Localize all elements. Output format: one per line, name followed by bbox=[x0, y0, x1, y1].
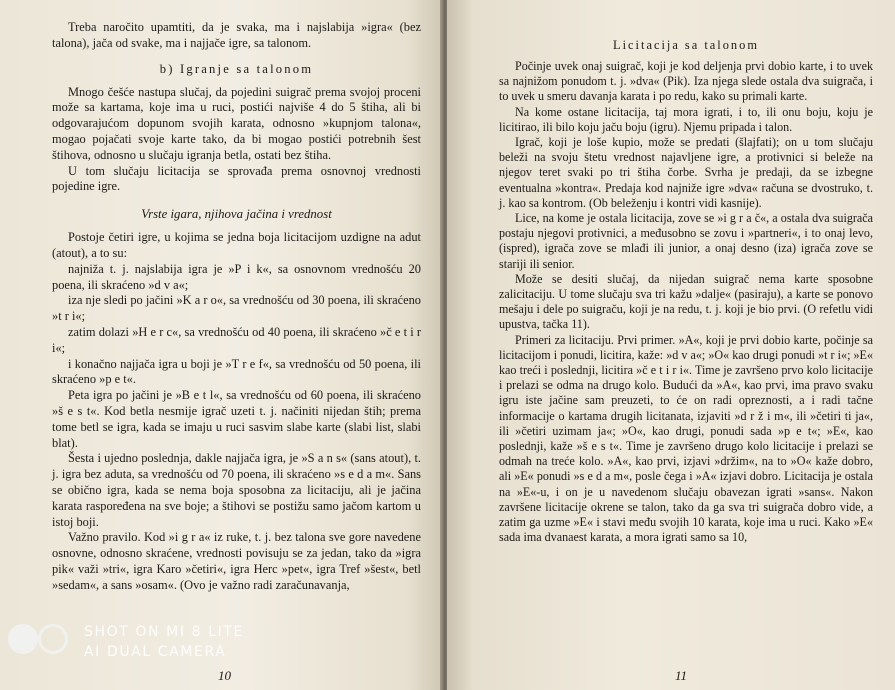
left-paragraph: Postoje četiri igre, u kojima se jedna boja licitacijom uzdigne na adut (atout), a to su: bbox=[52, 230, 421, 260]
left-page bbox=[0, 0, 443, 690]
right-paragraph: Lice, na kome je ostala licitacija, zove se »i g r a č«, a ostala dva suigrača postaju njegovi protivnici, a međusobno se zovu i »partneri«, i to onaj levo, (ispred), igrača zove se mlađi ili junior, a onaj desno (iza) igrača zove se stariji ili senior. bbox=[499, 211, 873, 271]
watermark-line-2: AI DUAL CAMERA bbox=[84, 644, 227, 660]
left-heading-vrste: Vrste igara, njihova jačina i vrednost bbox=[141, 207, 332, 222]
left-paragraph: najniža t. j. najslabija igra je »P i k«, sa osnovnom vrednošću 20 poena, ili skraćeno »d v a«; bbox=[52, 261, 421, 292]
left-paragraph: zatim dolazi »H e r c«, sa vrednošću od 40 poena, ili skraćeno »č e t i r i«; bbox=[52, 324, 421, 355]
left-paragraph: Treba naročito upamtiti, da je svaka, ma i najslabija »igra« (bez talona), jača od svake, ma i najjače igre, sa talonom. bbox=[52, 20, 421, 50]
camera-logo-icon bbox=[8, 624, 78, 658]
right-paragraph: Igrač, koji je loše kupio, može se predati (šlajfati); on u tom slučaju beleži na svoju štetu vrednost najavljene igre, a protivnici si beleže na njegov teret svaki po tri štiha čorbe. Svrha je predaji, da se izbegne eventualna »kontra«. Predaja kod najniže igre »dva« računa se dvostruko, t. j. kao sa kontrom. (Ob beleženju i kontri vidi kasnije). bbox=[499, 135, 873, 210]
left-paragraph: Šesta i ujedno poslednja, dakle najjača igra, je »S a n s« (sans atout), t. j. igra bez aduta, sa vrednošću od 70 poena, ili skraćeno »s e d a m«. Sans se obično igra, kada se nema boja sposobna za licitaciju, ali je jačina karata raspoređena na sve boje; a štihovi se postižu samo jačom kartom u istoj boji. bbox=[52, 451, 421, 529]
left-paragraph: iza nje sledi po jačini »K a r o«, sa vrednošću od 30 poena, ili skraćeno »t r i«; bbox=[52, 293, 421, 324]
left-paragraph: Mnogo češće nastupa slučaj, da pojedini suigrač prema svojoj proceni može sa kartama, koje ima u ruci, postići najviše 4 do 5 štiha, ali bi odgovarajućom dopunom svojih karata, odnosno »kupnjom talona«, mogao pojačati svoje karte tako, da bi mogao postići potrebnih šest štihova, odnosno u slučaju igranja betla, ostati bez štiha. bbox=[52, 84, 421, 162]
right-paragraph: Počinje uvek onaj suigrač, koji je kod deljenja prvi dobio karte, i to uvek sa najnižom ponudom t. j. »dva« (Pik). Iza njega slede ostala dva suigrača, i to uvek u smeru davanja karata i po redu, kako su primali karte. bbox=[499, 59, 873, 104]
watermark-line-1: SHOT ON MI 8 LITE bbox=[84, 624, 244, 640]
ring-circle-icon bbox=[38, 624, 68, 654]
left-paragraph: U tom slučaju licitacija se sprovađa prema osnovnoj vrednosti pojedine igre. bbox=[52, 163, 421, 194]
left-paragraph: Peta igra po jačini je »B e t l«, sa vrednošću od 60 poena, ili skraćeno »š e s t«. Kod betla nesmije igrač uzeti t. j. načiniti nijedan štih; prema tome betl se igra, kada se imaju u ruci sasvim slabe karte (slabi list, slabi blat). bbox=[52, 388, 421, 450]
filled-circle-icon bbox=[8, 624, 38, 654]
right-page-title: Licitacija sa talonom bbox=[613, 38, 759, 52]
right-paragraph: Na kome ostane licitacija, taj mora igrati, i to, ili onu boju, koju je licitirao, ili bilo koju jaču boju (igru). Njemu pripada i talon. bbox=[499, 104, 873, 134]
left-paragraph: i konačno najjača igra u boji je »T r e f«, sa vrednošću od 50 poena, ili skraćeno »p e t«. bbox=[52, 356, 421, 387]
right-page bbox=[447, 0, 895, 690]
page-number-right: 11 bbox=[675, 668, 688, 683]
page-number-left: 10 bbox=[218, 668, 231, 683]
left-heading-igranje: b) Igranje sa talonom bbox=[159, 61, 314, 76]
right-paragraph: Primeri za licitaciju. Prvi primer. »A«, koji je prvi dobio karte, počinje sa licitacijom i ponudi, licitira, kaže: »d v a«; »O« kao drugi ponudi »t r i«; »E« kao treći i poslednji, licitira »č e t i r i«. Time je završeno prvo kolo licitacije i prelazi se odma na drugo kolo. Budući da »A«, kao prvi, ima pravo svaku igru iste jačine sam preuzeti, to će on radi opreznosti, a i radi tačne informacije o kartama drugih licitanata, izjaviti »d r ž i m«, ili »četiri ti ja«, ili »četiri uzimam ja«; »O«, kao drugi, ponudi sada »p e t«; »E«, kao poslednji, kaže »š e s t«. Time je završeno drugo kolo licitacije i prelazi se odmah na treće kolo. »A«, kao prvi, izjavi »držim«, na to »O« kaže dobro, ali »E« ponudi »s e d a m«, posle čega i »A« izjavi dobro. Licitacija je ostala na »E«-u, i on je u navedenom slučaju obavezan igrati »sans«. Nakon završene licitacije okrene se talon, tako da ga sva tri suigrača dobro vide, a zatim ga uzme »E« i stavi među svojih 10 karata, koje ima u ruci. Kako »E« sada ima dvanaest karata, a mora igrati samo sa 10, bbox=[499, 332, 873, 545]
right-paragraph: Može se desiti slučaj, da nijedan suigrač nema karte sposobne zalicitaciju. U tome slučaju sva tri kažu »dalje« (pasiraju), a karte se ponovo mešaju i dele po suigraču, koji je na redu, t. j. koji je bio prvi. (O refetlu vidi upustva, tačka 11). bbox=[499, 271, 873, 332]
left-paragraph: Važno pravilo. Kod »i g r a« iz ruke, t. j. bez talona sve gore navedene osnovne, odnosno skraćene, vrednosti povisuju se za jedan, tako da »igra pik« važi »tri«, igra Karo »četiri«, igra Herc »pet«, igra Tref »šest«, betl »sedam«, a sans »osam«. (Ovo je važno radi zaračunavanja, bbox=[52, 530, 421, 592]
